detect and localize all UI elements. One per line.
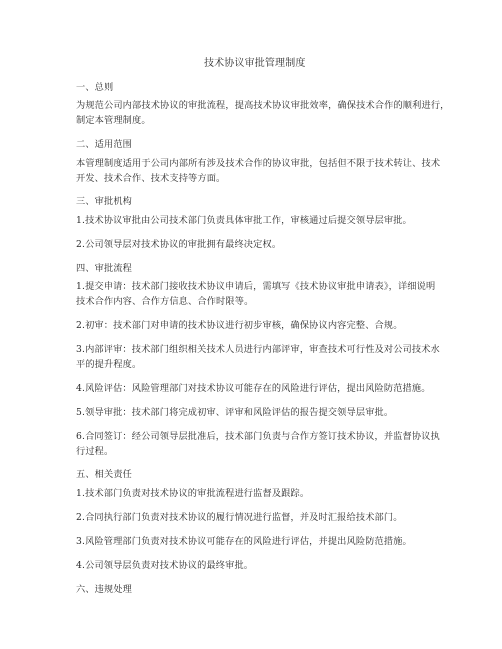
paragraph-line: 3.风险管理部门负责对技术协议可能存在的风险进行评估，并提出风险防范措施。: [76, 536, 412, 547]
section-heading-6: 六、违规处理: [76, 584, 133, 595]
section-heading-4: 四、审批流程: [76, 263, 133, 274]
paragraph-line: 2.公司领导层对技术协议的审批拥有最终决定权。: [76, 239, 282, 250]
paragraph-line: 1.技术协议审批由公司技术部门负责具体审批工作，审核通过后提交领导层审批。: [76, 215, 412, 226]
section-heading-2: 二、适用范围: [76, 139, 133, 150]
paragraph-line: 6.合同签订：经公司领导层批准后，技术部门负责与合作方签订技术协议，并监督协议执: [76, 431, 440, 442]
paragraph-line: 行过程。: [76, 446, 114, 457]
paragraph-line: 为规范公司内部技术协议的审批流程，提高技术协议审批效率，确保技术合作的顺利进行，: [76, 100, 450, 111]
section-heading-5: 五、相关责任: [76, 469, 133, 480]
paragraph-line: 制定本管理制度。: [76, 115, 151, 126]
paragraph-line: 本管理制度适用于公司内部所有涉及技术合作的协议审批，包括但不限于技术转让、技术: [76, 158, 441, 169]
paragraph-line: 技术合作内容、合作方信息、合作时限等。: [76, 296, 254, 307]
paragraph-line: 5.领导审批：技术部门将完成初审、评审和风险评估的报告提交领导层审批。: [76, 407, 394, 418]
paragraph-line: 4.风险评估：风险管理部门对技术协议可能存在的风险进行评估，提出风险防范措施。: [76, 383, 431, 394]
paragraph-line: 平的提升程度。: [76, 359, 142, 370]
document-title: 技术协议审批管理制度: [204, 58, 306, 69]
paragraph-line: 2.初审：技术部门对申请的技术协议进行初步审核，确保协议内容完整、合规。: [76, 320, 403, 331]
paragraph-line: 3.内部评审：技术部门组织相关技术人员进行内部评审，审查技术可行性及对公司技术水: [76, 344, 440, 355]
paragraph-line: 2.合同执行部门负责对技术协议的履行情况进行监督，并及时汇报给技术部门。: [76, 512, 403, 523]
paragraph-line: 1.提交申请：技术部门接收技术协议申请后，需填写《技术协议审批申请表》，详细说明: [76, 281, 436, 292]
paragraph-line: 4.公司领导层负责对技术协议的最终审批。: [76, 560, 254, 571]
section-heading-1: 一、总则: [76, 82, 114, 93]
paragraph-line: 开发、技术合作、技术支持等方面。: [76, 173, 226, 184]
section-heading-3: 三、审批机构: [76, 196, 133, 207]
paragraph-line: 1.技术部门负责对技术协议的审批流程进行监督及跟踪。: [76, 488, 310, 499]
